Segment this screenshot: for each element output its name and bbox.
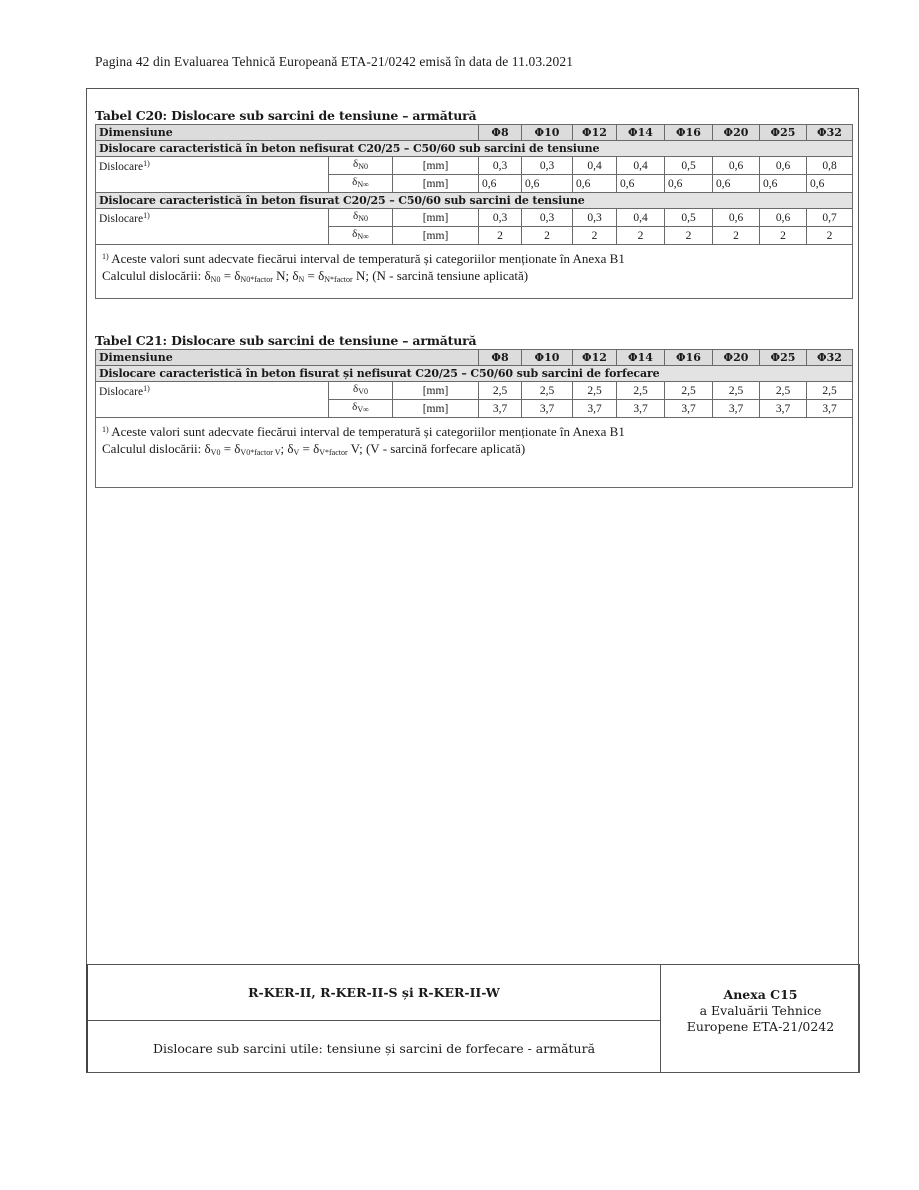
col-phi20: Φ20: [713, 125, 760, 141]
cell-value: 0,3: [573, 209, 617, 227]
unit: [mm]: [393, 209, 479, 227]
col-phi8: Φ8: [479, 350, 522, 366]
cell-value: 2,5: [617, 382, 665, 400]
row-label: Dislocare$^{1)}$: [96, 209, 329, 245]
unit: [mm]: [393, 175, 479, 193]
table-c20: [95, 124, 853, 299]
col-phi25: Φ25: [760, 350, 807, 366]
cell-value: 0,6: [479, 175, 522, 193]
cell-value: 2,5: [573, 382, 617, 400]
annex-title: Anexa C15: [723, 987, 798, 1002]
cell-value: 2: [617, 227, 665, 245]
symbol: $\delta_{N\infty}$: [329, 175, 393, 193]
section-row: [96, 141, 853, 157]
table-note: [96, 245, 853, 299]
unit: [mm]: [393, 400, 479, 418]
cell-value: 0,6: [522, 175, 573, 193]
cell-value: 0,4: [573, 157, 617, 175]
cell-value: 2,5: [807, 382, 853, 400]
table-c21-header-row: [96, 350, 853, 366]
cell-value: 0,3: [522, 209, 573, 227]
cell-value: 3,7: [713, 400, 760, 418]
page-header: Pagina 42 din Evaluarea Tehnică Europeană ETA-21/0242 emisă în data de 11.03.2021: [95, 54, 574, 69]
cell-value: 0,6: [573, 175, 617, 193]
cell-value: 2: [665, 227, 713, 245]
table-note-row: [96, 418, 853, 488]
cell-value: 2,5: [760, 382, 807, 400]
header-dimensiune: Dimensiune: [96, 350, 479, 366]
cell-value: 2: [807, 227, 853, 245]
cell-value: 3,7: [573, 400, 617, 418]
cell-value: 0,5: [665, 209, 713, 227]
cell-value: 0,8: [807, 157, 853, 175]
table-c21-title: Tabel C21: Dislocare sub sarcini de tensiune – armătură: [95, 333, 477, 348]
cell-value: 0,6: [713, 157, 760, 175]
cell-value: 3,7: [617, 400, 665, 418]
cell-value: 0,3: [479, 209, 522, 227]
cell-value: 0,3: [522, 157, 573, 175]
annex-line-3: Europene ETA-21/0242: [686, 1019, 835, 1034]
cell-value: 0,7: [807, 209, 853, 227]
col-phi10: Φ10: [522, 350, 573, 366]
symbol: $\delta_{V0}$: [329, 382, 393, 400]
cell-value: 0,6: [713, 175, 760, 193]
cell-value: 2,5: [665, 382, 713, 400]
cell-value: 3,7: [807, 400, 853, 418]
footer-subject: Dislocare sub sarcini utile: tensiune și sarcini de forfecare - armătură: [152, 1041, 596, 1056]
table-note-row: [96, 245, 853, 299]
note-line-2: Calculul dislocării: $\delta_{V0} = \delta_{V0*factor V}$; $\delta_V = \delta_{V*factor}$ V; (V - sarcină forfecare aplicată): [102, 441, 526, 457]
cell-value: 0,4: [617, 209, 665, 227]
col-phi14: Φ14: [617, 125, 665, 141]
cell-value: 2: [522, 227, 573, 245]
col-phi10: Φ10: [522, 125, 573, 141]
cell-value: 0,4: [617, 157, 665, 175]
cell-value: 3,7: [522, 400, 573, 418]
cell-value: 2: [573, 227, 617, 245]
section-row: [96, 366, 853, 382]
cell-value: 0,3: [479, 157, 522, 175]
cell-value: 0,6: [760, 157, 807, 175]
document-footer: [86, 964, 860, 1073]
table-row: [96, 209, 853, 227]
col-phi8: Φ8: [479, 125, 522, 141]
cell-value: 2: [760, 227, 807, 245]
unit: [mm]: [393, 157, 479, 175]
cell-value: 0,6: [760, 209, 807, 227]
symbol: $\delta_{N\infty}$: [329, 227, 393, 245]
cell-value: 0,6: [713, 209, 760, 227]
annex-line-2: a Evaluării Tehnice: [699, 1003, 822, 1018]
section-title: Dislocare caracteristică în beton nefisurat C20/25 – C50/60 sub sarcini de tensiune: [96, 141, 853, 157]
col-phi20: Φ20: [713, 350, 760, 366]
col-phi16: Φ16: [665, 350, 713, 366]
col-phi32: Φ32: [807, 125, 853, 141]
section-title: Dislocare caracteristică în beton fisurat C20/25 – C50/60 sub sarcini de tensiune: [96, 193, 853, 209]
col-phi16: Φ16: [665, 125, 713, 141]
note-line-1: $^{1)}$ Aceste valori sunt adecvate fiecărui interval de temperatură și categoriilor menționate în Anexa B1: [102, 251, 625, 266]
footer-product: R-KER-II, R-KER-II-S și R-KER-II-W: [88, 965, 660, 1021]
col-phi14: Φ14: [617, 350, 665, 366]
symbol: $\delta_{N0}$: [329, 209, 393, 227]
note-line-1: $^{1)}$ Aceste valori sunt adecvate fiecărui interval de temperatură și categoriilor menționate în Anexa B1: [102, 424, 625, 439]
table-note: [96, 418, 853, 488]
cell-value: 2: [713, 227, 760, 245]
section-title: Dislocare caracteristică în beton fisurat și nefisurat C20/25 – C50/60 sub sarcini de forfecare: [96, 366, 853, 382]
cell-value: 2: [479, 227, 522, 245]
row-label: Dislocare$^{1)}$: [96, 157, 329, 193]
cell-value: 2,5: [479, 382, 522, 400]
table-c20-header-row: [96, 125, 853, 141]
unit: [mm]: [393, 382, 479, 400]
cell-value: 2,5: [713, 382, 760, 400]
footer-left: [88, 965, 661, 1072]
cell-value: 3,7: [760, 400, 807, 418]
table-c20-title: Tabel C20: Dislocare sub sarcini de tensiune – armătură: [95, 108, 477, 123]
col-phi12: Φ12: [573, 125, 617, 141]
cell-value: 2,5: [522, 382, 573, 400]
header-dimensiune: Dimensiune: [96, 125, 479, 141]
cell-value: 3,7: [479, 400, 522, 418]
cell-value: 0,6: [665, 175, 713, 193]
cell-value: 0,5: [665, 157, 713, 175]
table-row: [96, 157, 853, 175]
cell-value: 0,6: [760, 175, 807, 193]
table-row: [96, 382, 853, 400]
table-c21: [95, 349, 853, 488]
note-line-2: Calculul dislocării: $\delta_{N0} = \delta_{N0*factor}$ N; $\delta_N = \delta_{N*factor}$ N; (N - sarcină tensiune aplicată): [102, 268, 529, 284]
footer-annex: [661, 965, 860, 1072]
symbol: $\delta_{N0}$: [329, 157, 393, 175]
row-label: Dislocare$^{1)}$: [96, 382, 329, 418]
symbol: $\delta_{V\infty}$: [329, 400, 393, 418]
cell-value: 0,6: [617, 175, 665, 193]
col-phi32: Φ32: [807, 350, 853, 366]
cell-value: 3,7: [665, 400, 713, 418]
cell-value: 0,6: [807, 175, 853, 193]
col-phi12: Φ12: [573, 350, 617, 366]
unit: [mm]: [393, 227, 479, 245]
section-row: [96, 193, 853, 209]
col-phi25: Φ25: [760, 125, 807, 141]
